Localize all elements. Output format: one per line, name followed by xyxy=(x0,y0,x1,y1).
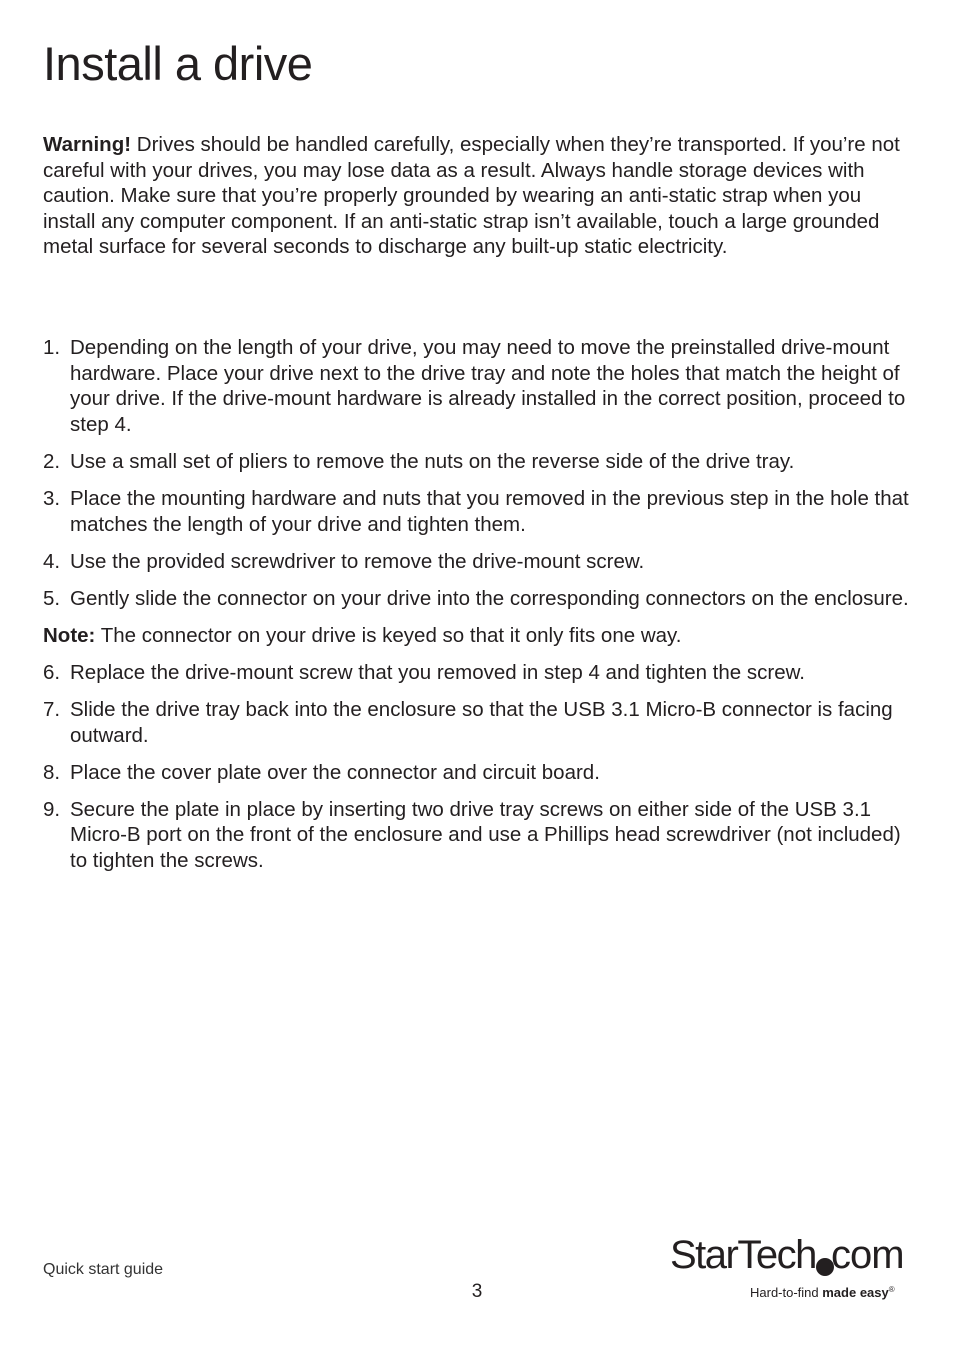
step-item xyxy=(43,449,913,475)
step-item xyxy=(43,760,913,786)
steps-list xyxy=(43,335,913,885)
step-number: 1. xyxy=(43,336,61,359)
step-item xyxy=(43,697,913,748)
warning-paragraph xyxy=(43,132,911,260)
step-number: 4. xyxy=(43,549,61,573)
page-title: Install a drive xyxy=(43,37,313,90)
step-number: 9. xyxy=(43,797,61,821)
step-text: Use a small set of pliers to remove the nuts on the reverse side of the drive tray. xyxy=(70,449,795,473)
step-number: 6. xyxy=(43,660,61,684)
step-text: Slide the drive tray back into the enclosure so that the USB 3.1 Micro-B connector is facing outward. xyxy=(70,698,893,747)
step-text: Gently slide the connector on your drive into the corresponding connectors on the enclosure. xyxy=(70,586,909,610)
step-text: Place the cover plate over the connector and circuit board. xyxy=(70,760,600,784)
warning-lead: Warning! xyxy=(43,133,132,156)
startech-logo xyxy=(668,1230,916,1305)
step-text: Depending on the length of your drive, you may need to move the preinstalled drive-mount hardware. Place your drive next to the drive tray and note the holes that match the height of your drive. If the drive-mount hardware is already installed in the correct position, proceed to step 4. xyxy=(70,336,906,436)
step-item xyxy=(43,797,913,874)
warning-text: Drives should be handled carefully, especially when they’re transported. If you’re not careful with your drives, you may lose data as a result. Always handle storage devices with caution. Make sure that you’re properly grounded by wearing an anti-static strap when you install any computer component. If an anti-static strap isn’t available, touch a large grounded metal surface for several seconds to discharge any built-up static electricity. xyxy=(43,133,900,259)
svg-text:com: com xyxy=(831,1233,904,1277)
step-item xyxy=(43,335,913,437)
step-text: Secure the plate in place by inserting two drive tray screws on either side of the USB 3.1 Micro-B port on the front of the enclosure and use a Phillips head screwdriver (not included) to tighten the screws. xyxy=(70,797,901,872)
step-text: Place the mounting hardware and nuts that you removed in the previous step in the hole that matches the length of your drive and tighten them. xyxy=(70,486,909,536)
svg-text:StarTech: StarTech xyxy=(670,1233,816,1277)
step-item xyxy=(43,486,913,537)
step-text: Use the provided screwdriver to remove the drive-mount screw. xyxy=(70,549,645,573)
step-text: Replace the drive-mount screw that you removed in step 4 and tighten the screw. xyxy=(70,660,805,684)
footer-label: Quick start guide xyxy=(43,1261,164,1278)
page-number: 3 xyxy=(471,1281,483,1302)
svg-text:Hard-to-find made easy®: Hard-to-find made easy® xyxy=(750,1285,895,1300)
step-item xyxy=(43,586,913,612)
step-number: 5. xyxy=(43,586,61,610)
note-text: The connector on your drive is keyed so that it only fits one way. xyxy=(95,623,682,647)
step-item xyxy=(43,549,913,575)
note-lead: Note: xyxy=(43,623,96,647)
step-number: 7. xyxy=(43,698,61,722)
step-number: 2. xyxy=(43,449,61,473)
step-number: 8. xyxy=(43,760,61,784)
note-paragraph xyxy=(43,623,913,649)
step-item xyxy=(43,660,913,686)
step-number: 3. xyxy=(43,486,61,510)
